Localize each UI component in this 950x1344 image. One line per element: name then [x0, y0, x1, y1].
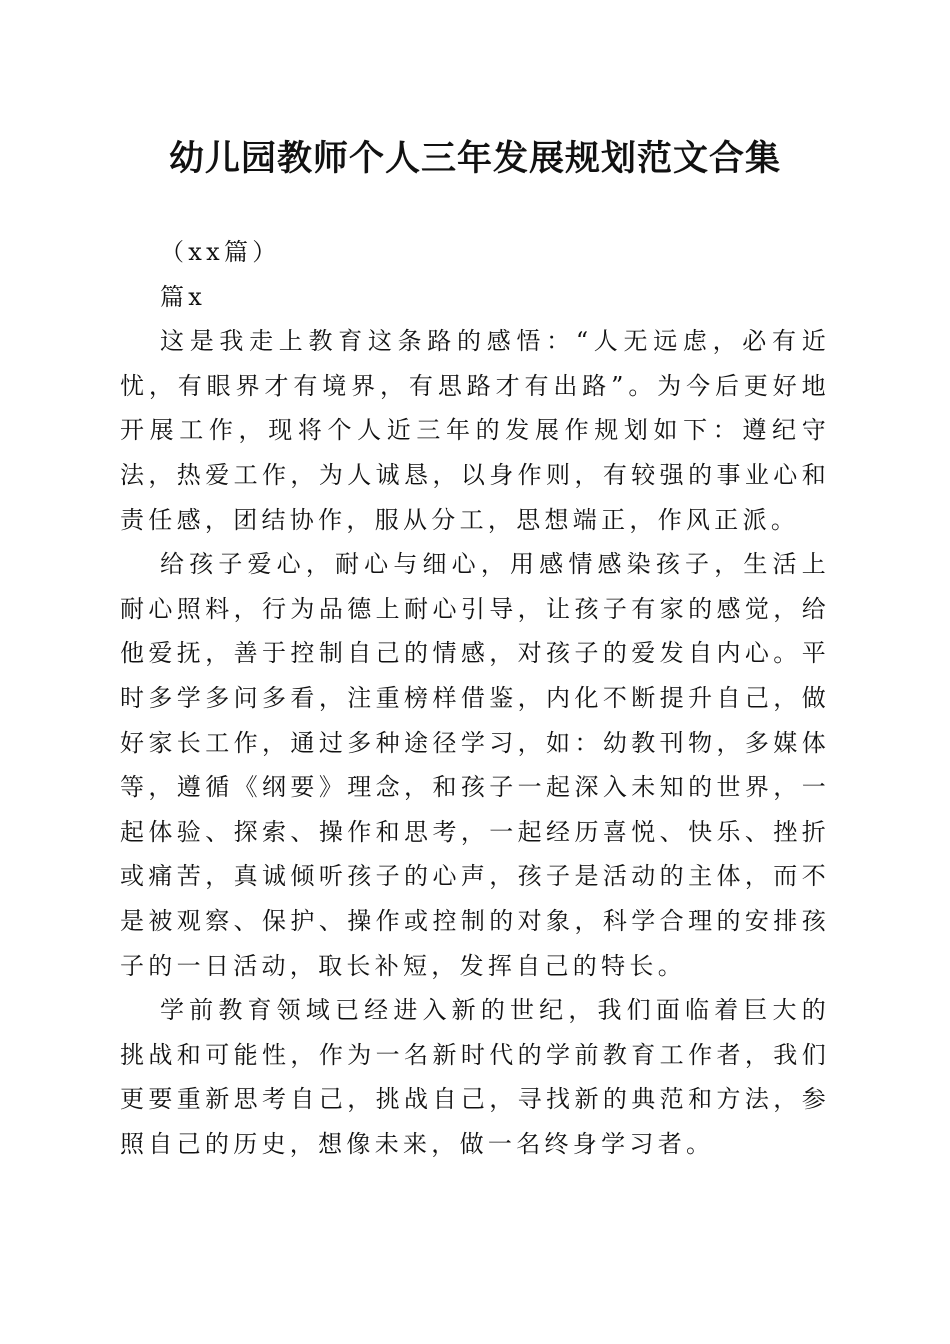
section-heading: 篇x	[160, 282, 207, 311]
body-paragraph-3: 学前教育领域已经进入新的世纪，我们面临着巨大的挑战和可能性，作为一名新时代的学前教育工作者，我们更要重新思考自己，挑战自己，寻找新的典范和方法，参照自己的历史，想像未来，做一名终身学习者。	[120, 996, 830, 1158]
document-body	[120, 230, 830, 1166]
volume-count-line: （xx篇）	[160, 238, 281, 266]
body-paragraph-2: 给孩子爱心，耐心与细心，用感情感染孩子，生活上耐心照料，行为品德上耐心引导，让孩子有家的感觉，给他爱抚，善于控制自己的情感，对孩子的爱发自内心。平时多学多问多看，注重榜样借鉴，内化不断提升自己，做好家长工作，通过多种途径学习，如：幼教刊物，多媒体等，遵循《纲要》理念，和孩子一起深入未知的世界，一起体验、探索、操作和思考，一起经历喜悦、快乐、挫折或痛苦，真诚倾听孩子的心声，孩子是活动的主体，而不是被观察、保护、操作或控制的对象，科学合理的安排孩子的一日活动，取长补短，发挥自己的特长。	[120, 550, 830, 980]
body-paragraph-1: 这是我走上教育这条路的感悟：“人无远虑，必有近忧，有眼界才有境界，有思路才有出路”。为今后更好地开展工作，现将个人近三年的发展作规划如下：遵纪守法，热爱工作，为人诚恳，以身作则，有较强的事业心和责任感，团结协作，服从分工，思想端正，作风正派。	[120, 327, 830, 534]
document-title: 幼儿园教师个人三年发展规划范文合集	[168, 138, 781, 179]
